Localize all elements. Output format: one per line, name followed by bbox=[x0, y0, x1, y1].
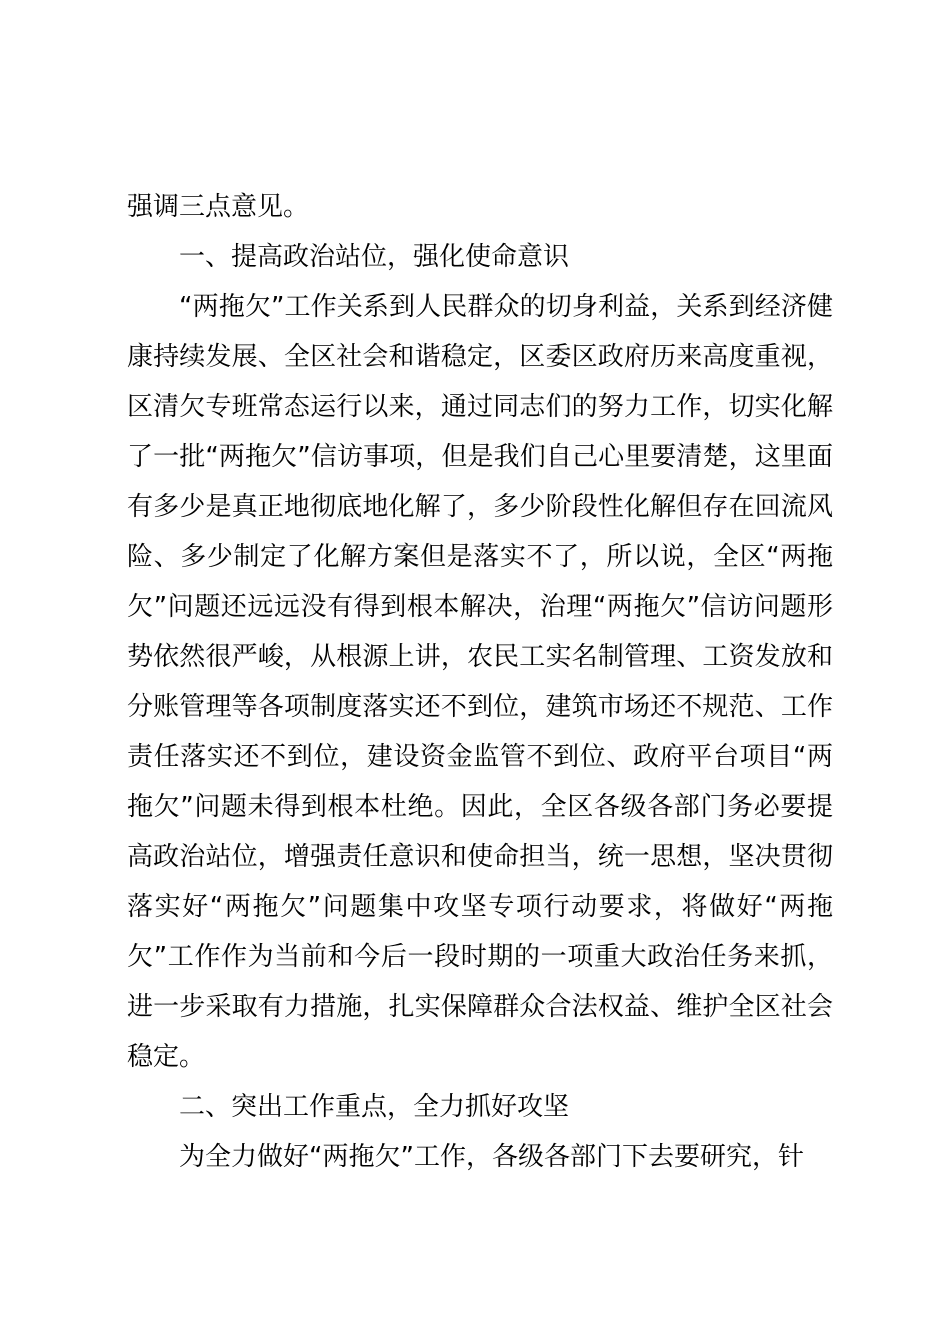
section-heading-1: 一、提高政治站位，强化使命意识 bbox=[179, 242, 570, 272]
body-paragraph-1: “两拖欠”工作关系到人民群众的切身利益，关系到经济健康持续发展、全区社会和谐稳定，区委区政府历来高度重视，区清欠专班常态运行以来，通过同志们的努力工作，切实化解了一批“两拖欠”信访事项，但是我们自己心里要清楚，这里面有多少是真正地彻底地化解了，多少阶段性化解但存在回流风险、多少制定了化解方案但是落实不了，所以说，全区“两拖欠”问题还远远没有得到根本解决，治理“两拖欠”信访问题形势依然很严峻，从根源上讲，农民工实名制管理、工资发放和分账管理等各项制度落实还不到位，建筑市场还不规范、工作责任落实还不到位，建设资金监管不到位、政府平台项目“两拖欠”问题未得到根本杜绝。因此，全区各级各部门务必要提高政治站位，增强责任意识和使命担当，统一思想，坚决贯彻落实好“两拖欠”问题集中攻坚专项行动要求，将做好“两拖欠”工作作为当前和今后一段时期的一项重大政治任务来抓，进一步采取有力措施，扎实保障群众合法权益、维护全区社会稳定。 bbox=[127, 292, 833, 1072]
document-page bbox=[127, 182, 833, 1182]
continued-paragraph: 强调三点意见。 bbox=[127, 192, 310, 222]
section-heading-2: 二、突出工作重点，全力抓好攻坚 bbox=[179, 1092, 570, 1122]
body-paragraph-2: 为全力做好“两拖欠”工作，各级各部门下去要研究，针 bbox=[179, 1142, 804, 1172]
